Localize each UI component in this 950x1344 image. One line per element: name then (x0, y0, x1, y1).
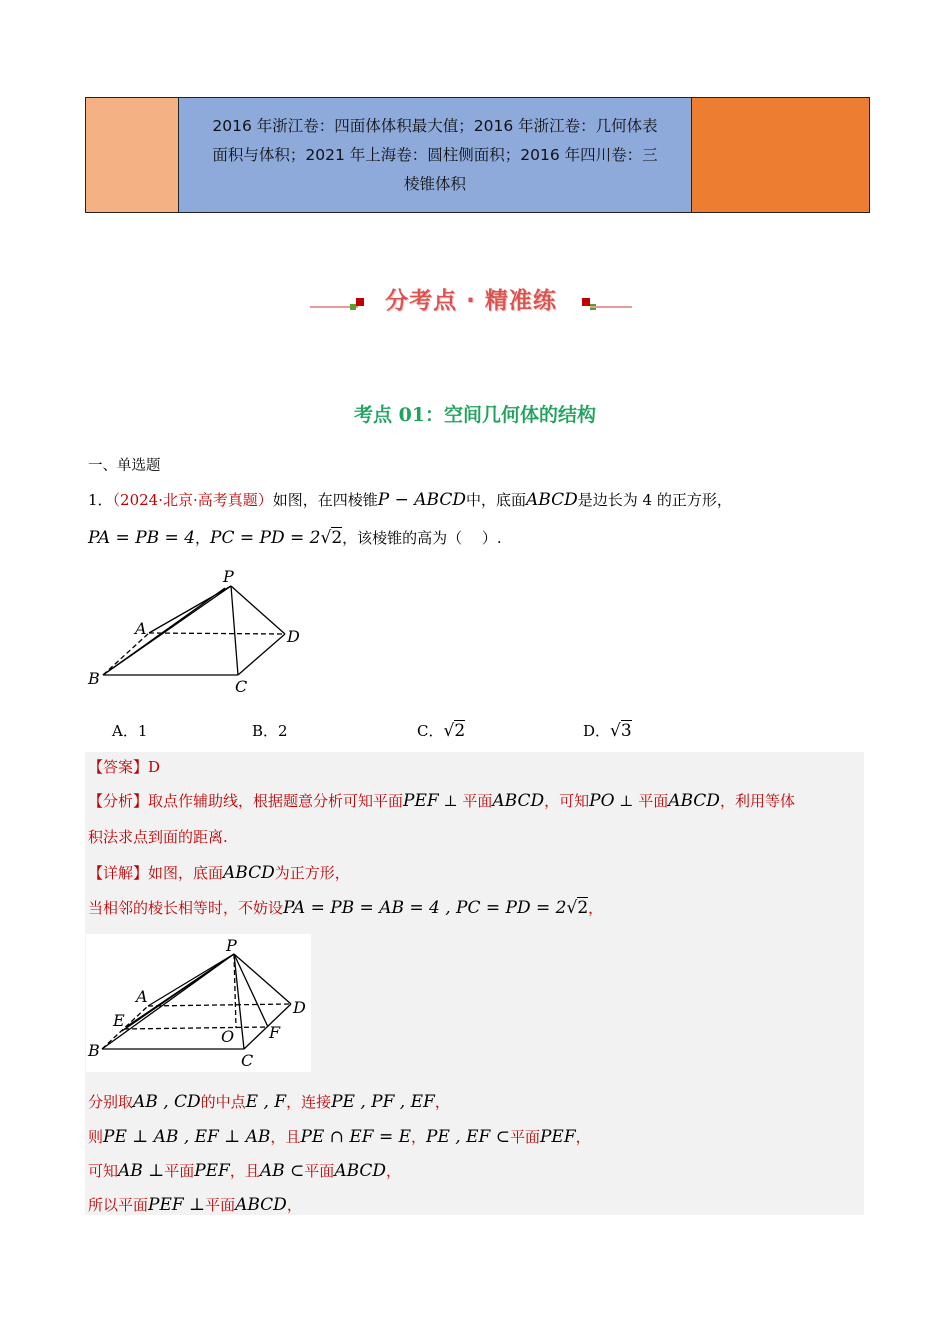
analysis-text: 取点作辅助线，根据题意分析可知平面 (148, 792, 404, 810)
detail-text: ，连接 (286, 1093, 332, 1111)
detail-line-2 (88, 897, 603, 918)
math-expr: AB ⊥ (118, 1161, 165, 1181)
detail-text: 的中点 (200, 1093, 246, 1111)
banner-right-dot-red (582, 298, 590, 306)
edge-ad-hidden (148, 1004, 291, 1006)
label-o: O (221, 1027, 235, 1046)
header-table (85, 97, 870, 213)
header-left-cell (86, 98, 179, 212)
section-title: 考点 01：空间几何体的结构 (353, 404, 597, 426)
option-a[interactable] (112, 720, 147, 741)
edge-pb-inner (103, 588, 225, 675)
edge-pd (231, 586, 285, 634)
pyramid-figure-1 (85, 562, 325, 700)
option-c[interactable] (417, 720, 465, 741)
banner-left-dot-red (356, 298, 364, 306)
edge-equation-1: PA = PB = 4 (88, 528, 196, 548)
question-type-heading: 一、单选题 (88, 458, 161, 474)
radical-sign: √ (566, 898, 578, 918)
base-name: ABCD (526, 490, 578, 510)
analysis-line-1 (88, 790, 795, 811)
radical-sign: √ (443, 721, 455, 741)
edge-cd (238, 634, 285, 675)
analysis-tag: 【分析】 (88, 792, 149, 810)
label-a: A (135, 619, 147, 638)
radicand: 2 (331, 528, 343, 548)
edge-pa (149, 586, 231, 633)
question-text: 是边长为 4 的正方形， (577, 491, 732, 509)
detail-text: 可知 (88, 1162, 119, 1180)
label-d: D (287, 627, 300, 646)
option-b[interactable] (252, 720, 288, 741)
label-a: A (136, 987, 148, 1006)
detail-text: ， (411, 1128, 427, 1146)
option-d[interactable] (583, 720, 632, 741)
detail-text: 当相邻的棱长相等时，不妨设 (88, 899, 284, 917)
math-expr: ⊥ (443, 792, 458, 810)
math-expr: PEF (194, 1161, 230, 1181)
option-value: 2 (454, 721, 466, 741)
detail-text: 分别取 (88, 1093, 134, 1111)
detail-text: ，且 (270, 1128, 301, 1146)
question-text: ， (195, 529, 211, 547)
label-c: C (241, 1051, 254, 1070)
analysis-text: 平面 (462, 792, 493, 810)
math-expr: PEF ⊥ (148, 1195, 206, 1215)
radical-sign: √ (610, 721, 621, 741)
detail-text: 为正方形， (274, 864, 350, 882)
edge-cd (244, 1004, 291, 1049)
math-expr: PE ∩ EF = E (300, 1127, 412, 1147)
banner-title: 分考点 · 精准练 (385, 288, 557, 314)
detail-text: ， (434, 1093, 450, 1111)
analysis-line-2 (88, 826, 228, 847)
analysis-text: ，可知 (544, 792, 590, 810)
banner-right-line (590, 306, 632, 308)
math-expr: ABCD (492, 791, 545, 811)
detail-text: 则 (88, 1128, 104, 1146)
detail-line-1 (88, 862, 350, 883)
answer-line (88, 756, 160, 777)
edge-pc (231, 586, 238, 675)
edge-equation-2: PC = PD = 2 (210, 528, 321, 548)
math-expr: PEF (539, 1127, 576, 1147)
option-value: 3 (620, 721, 632, 741)
math-expr: PO (589, 791, 615, 811)
pyramid-name: P − ABCD (377, 490, 466, 510)
edge-pf (234, 954, 268, 1027)
step-line-4 (88, 1194, 302, 1215)
step-line-1 (88, 1091, 450, 1112)
option-label: D． (583, 722, 611, 740)
detail-text: 所以平面 (88, 1196, 149, 1214)
detail-text: 如图，底面 (148, 864, 224, 882)
analysis-text: ，利用等体 (719, 792, 795, 810)
label-c: C (235, 677, 248, 696)
math-expr: PE ⊥ AB , EF ⊥ AB (103, 1127, 271, 1147)
detail-text: ， (588, 899, 604, 917)
math-expr: ABCD (235, 1195, 287, 1215)
label-b: B (88, 1041, 100, 1060)
segment-ef-hidden (124, 1027, 268, 1029)
pyramid-figure-2 (86, 934, 311, 1072)
header-right-cell (692, 98, 869, 212)
edge-ab-hidden (103, 633, 149, 675)
label-p: P (223, 567, 234, 586)
edge-pd (234, 954, 291, 1004)
question-source: （2024·北京·高考真题） (112, 491, 273, 509)
math-expr: AB , CD (133, 1092, 201, 1112)
detail-text: 平面 (304, 1162, 335, 1180)
answer-tag: 【答案】 (88, 758, 149, 776)
option-value: 2 (278, 722, 288, 740)
header-line-1: 2016 年浙江卷：四面体体积最大值；2016 年浙江卷：几何体表 (212, 117, 658, 135)
math-expr: ABCD (334, 1161, 387, 1181)
step-line-2 (88, 1126, 591, 1147)
answer-value: D (148, 758, 161, 776)
detail-text: ，且 (229, 1162, 260, 1180)
header-line-3: 棱锥体积 (403, 175, 466, 193)
edge-pc (234, 954, 244, 1049)
analysis-text: 积法求点到面的距离. (88, 828, 228, 846)
option-label: B． (252, 722, 279, 740)
question-text: 中，底面 (466, 491, 527, 509)
question-number: 1． (88, 491, 113, 509)
header-line-2: 面积与体积；2021 年上海卷：圆柱侧面积；2016 年四川卷：三 (212, 146, 658, 164)
option-value: 1 (137, 722, 148, 740)
edge-ab-hidden (102, 1006, 148, 1049)
detail-text: 平面 (509, 1128, 540, 1146)
math-expr: ABCD (668, 791, 720, 811)
question-line-1 (88, 489, 732, 510)
question-text: 如图，在四棱锥 (272, 491, 378, 509)
analysis-text: 平面 (638, 792, 669, 810)
label-f: F (269, 1023, 281, 1042)
math-expr: ABCD (223, 863, 275, 883)
label-d: D (293, 998, 306, 1017)
detail-text: 平面 (205, 1196, 236, 1214)
math-expr: PEF (403, 791, 439, 811)
edge-ad-hidden (149, 633, 285, 634)
label-p: P (226, 936, 237, 955)
label-e: E (113, 1011, 125, 1030)
detail-text: 平面 (164, 1162, 195, 1180)
header-content-cell (179, 98, 692, 212)
label-b: B (88, 669, 100, 688)
math-expr: PE , EF ⊂ (426, 1127, 510, 1147)
question-line-2 (88, 527, 502, 548)
option-label: C． (417, 722, 444, 740)
step-line-3 (88, 1160, 401, 1181)
math-expr: ⊥ (619, 792, 634, 810)
detail-text: ， (575, 1128, 591, 1146)
math-expr: AB ⊂ (259, 1161, 305, 1181)
radical-sign: √ (320, 528, 332, 548)
section-banner (310, 282, 632, 322)
question-text: ，该棱锥的高为（ ）. (342, 529, 502, 547)
math-expr: PE , PF , EF (331, 1092, 435, 1112)
radicand: 2 (577, 898, 589, 918)
detail-text: ， (286, 1196, 302, 1214)
math-expr: E , F (245, 1092, 287, 1112)
detail-text: ， (386, 1162, 402, 1180)
detail-tag: 【详解】 (88, 864, 149, 882)
option-label: A． (112, 722, 138, 740)
math-expr: PA = PB = AB = 4 , PC = PD = 2 (283, 898, 567, 918)
edge-pa (148, 954, 234, 1006)
